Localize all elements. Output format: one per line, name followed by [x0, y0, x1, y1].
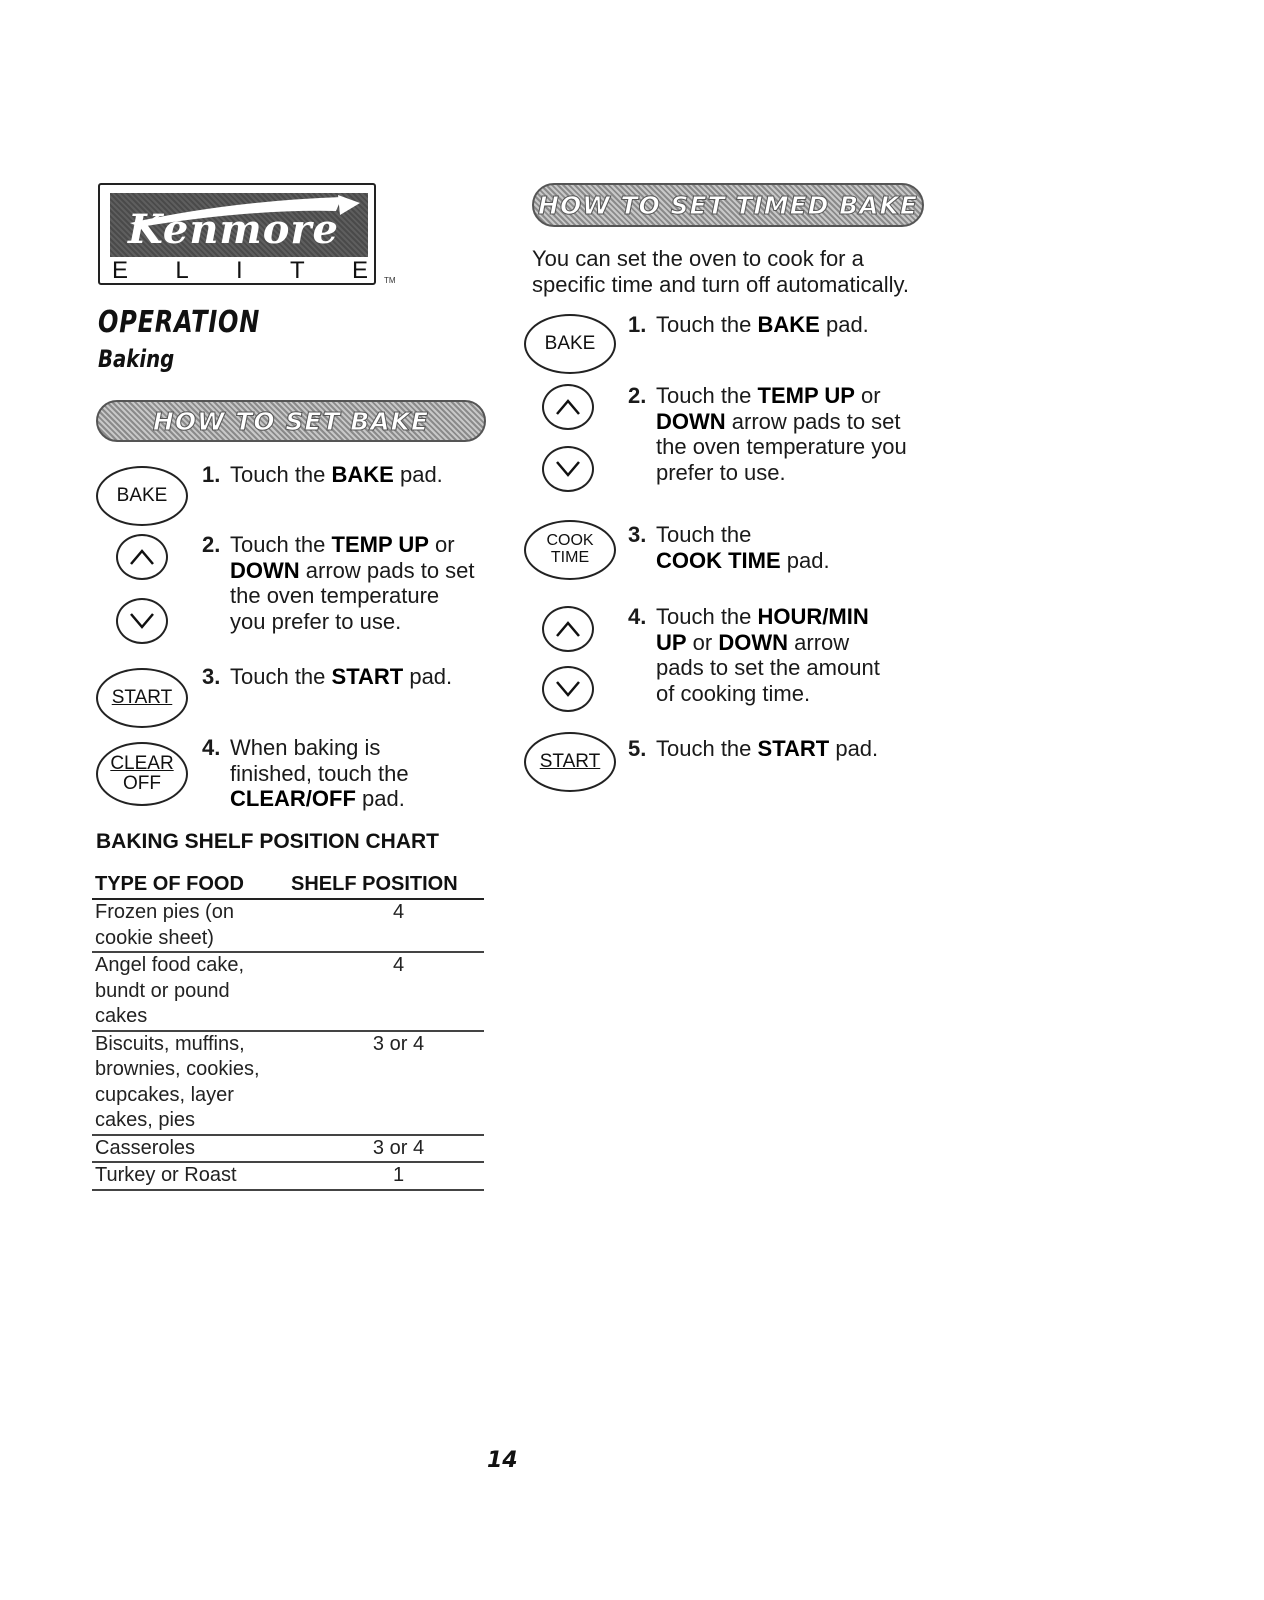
- table-header: [92, 870, 484, 900]
- step-bold: TEMP UP: [757, 383, 855, 408]
- food-cell: [92, 953, 295, 1030]
- right-step-4: [628, 604, 928, 706]
- step-bold: HOUR/MIN: [757, 604, 869, 629]
- elite-letter: E: [351, 257, 368, 284]
- right-step-3: [628, 522, 928, 573]
- step-text: Touch the: [656, 604, 758, 629]
- step-bold: UP: [656, 629, 687, 655]
- step-number: 5.: [628, 736, 647, 761]
- step-text: Touch the: [656, 383, 758, 408]
- step-bold: CLEAR/OFF: [230, 786, 356, 811]
- step-bold: START: [757, 736, 830, 761]
- step-text: arrow pads to set: [725, 408, 901, 434]
- food-line: bundt or pound: [95, 979, 230, 1002]
- step-text: the oven temperature: [230, 583, 440, 608]
- food-line: cakes, pies: [95, 1109, 196, 1131]
- food-line: cookie sheet): [95, 926, 214, 949]
- elite-letter: T: [289, 257, 305, 284]
- banner-label: HOW TO SET BAKE: [152, 406, 430, 436]
- shelf-position-table: [92, 870, 484, 1191]
- step-number: 1.: [202, 462, 221, 487]
- step-bold: BAKE: [331, 462, 394, 487]
- position-cell: 4: [392, 901, 405, 923]
- step-text: Touch the: [230, 532, 332, 557]
- clear-off-pad-icon: [96, 742, 188, 806]
- pad-label: COOK: [546, 532, 594, 550]
- food-line: cupcakes, layer: [95, 1083, 234, 1106]
- elite-letter: I: [236, 257, 243, 284]
- how-to-set-bake-banner: [96, 400, 486, 442]
- position-cell: 3 or 4: [372, 1032, 425, 1055]
- left-step-4: [202, 735, 492, 812]
- shelf-chart-title: BAKING SHELF POSITION CHART: [96, 830, 440, 853]
- banner-label: HOW TO SET TIMED BAKE: [538, 190, 918, 220]
- section-title: OPERATION: [98, 305, 261, 340]
- food-cell: [92, 1163, 295, 1189]
- step-number: 2.: [628, 383, 647, 408]
- food-line: Casseroles: [95, 1136, 196, 1159]
- step-text: arrow pads to set: [299, 557, 475, 583]
- page-number: 14: [487, 1448, 518, 1473]
- step-text: you prefer to use.: [230, 608, 402, 634]
- intro-line: You can set the oven to cook for a: [532, 246, 864, 271]
- step-text: Touch the: [230, 462, 332, 487]
- step-text: pad.: [393, 462, 443, 487]
- table-row: [92, 1032, 484, 1136]
- left-step-1: [202, 462, 492, 488]
- step-text: of cooking time.: [656, 680, 811, 706]
- left-step-3: [202, 664, 492, 690]
- elite-letter: L: [175, 257, 189, 284]
- step-text: finished, touch the: [230, 760, 409, 786]
- step-bold: DOWN: [656, 408, 726, 434]
- step-text: or: [686, 629, 719, 655]
- step-bold: DOWN: [230, 557, 300, 583]
- food-line: Angel food cake,: [95, 954, 244, 976]
- step-bold: BAKE: [757, 312, 820, 337]
- step-number: 3.: [628, 522, 647, 547]
- up-arrow-pad-icon: [542, 384, 594, 430]
- step-text: the oven temperature you: [656, 434, 907, 459]
- step-text: pad.: [403, 664, 453, 689]
- up-arrow-pad-icon: [542, 606, 594, 652]
- table-row: [92, 900, 484, 953]
- how-to-set-timed-bake-banner: [532, 183, 924, 227]
- step-text: pad.: [819, 312, 869, 337]
- step-text: arrow: [788, 629, 850, 655]
- step-text: pad.: [829, 736, 879, 761]
- timed-bake-intro: [532, 246, 952, 297]
- food-cell: [92, 1032, 295, 1134]
- position-cell: 3 or 4: [372, 1136, 425, 1159]
- step-number: 3.: [202, 664, 221, 689]
- down-arrow-pad-icon: [542, 666, 594, 712]
- step-text: Touch the: [230, 664, 332, 689]
- food-line: Biscuits, muffins,: [95, 1032, 245, 1055]
- pad-label: START: [539, 751, 601, 773]
- pad-label: TIME: [550, 549, 590, 566]
- step-text: or: [428, 532, 455, 557]
- right-step-5: [628, 736, 928, 762]
- start-pad-icon: [524, 732, 616, 792]
- bake-pad-icon: [524, 314, 616, 374]
- position-cell: 4: [392, 954, 405, 976]
- step-text: Touch the: [656, 736, 758, 761]
- step-number: 2.: [202, 532, 221, 557]
- food-line: Turkey or Roast: [95, 1164, 237, 1186]
- table-row: [92, 1163, 484, 1191]
- pad-label: START: [111, 687, 173, 709]
- pad-label: OFF: [123, 773, 161, 794]
- down-arrow-pad-icon: [116, 598, 168, 644]
- pad-label: CLEAR: [110, 753, 174, 775]
- left-step-2: [202, 532, 502, 634]
- step-text: or: [854, 383, 881, 408]
- step-text: Touch the: [656, 312, 758, 337]
- step-text: pad.: [780, 547, 830, 573]
- step-text: pads to set the amount: [656, 655, 880, 680]
- trademark-mark: TM: [384, 276, 396, 285]
- food-line: cakes: [95, 1005, 148, 1027]
- table-row: [92, 1136, 484, 1164]
- bake-pad-icon: [96, 466, 188, 526]
- right-step-2: [628, 383, 948, 485]
- step-text: Touch the: [656, 522, 752, 547]
- start-pad-icon: [96, 668, 188, 728]
- right-step-1: [628, 312, 928, 338]
- column-header: TYPE OF FOOD: [95, 873, 244, 895]
- intro-line: specific time and turn off automatically.: [532, 271, 910, 297]
- food-line: brownies, cookies,: [95, 1058, 260, 1080]
- logo-elite-letters: [112, 256, 368, 286]
- down-arrow-pad-icon: [542, 446, 594, 492]
- step-text: pad.: [355, 786, 405, 811]
- food-cell: [92, 1136, 295, 1162]
- step-text: prefer to use.: [656, 459, 786, 485]
- food-line: Frozen pies (on: [95, 901, 234, 923]
- step-bold: START: [331, 664, 404, 689]
- step-text: When baking is: [230, 735, 381, 760]
- up-arrow-pad-icon: [116, 534, 168, 580]
- pad-label: BAKE: [116, 485, 168, 507]
- subsection-title: Baking: [98, 345, 175, 373]
- step-bold: COOK TIME: [656, 547, 781, 573]
- position-cell: 1: [392, 1164, 405, 1186]
- column-header: SHELF POSITION: [291, 873, 458, 895]
- step-bold: TEMP UP: [331, 532, 429, 557]
- food-cell: [92, 900, 295, 951]
- step-number: 4.: [202, 735, 221, 760]
- step-number: 1.: [628, 312, 647, 337]
- pad-label: BAKE: [544, 333, 596, 355]
- step-number: 4.: [628, 604, 647, 629]
- cook-time-pad-icon: [524, 520, 616, 580]
- elite-letter: E: [112, 257, 129, 284]
- step-bold: DOWN: [718, 629, 789, 655]
- logo-brand-text: Kenmore: [128, 206, 339, 253]
- table-row: [92, 953, 484, 1032]
